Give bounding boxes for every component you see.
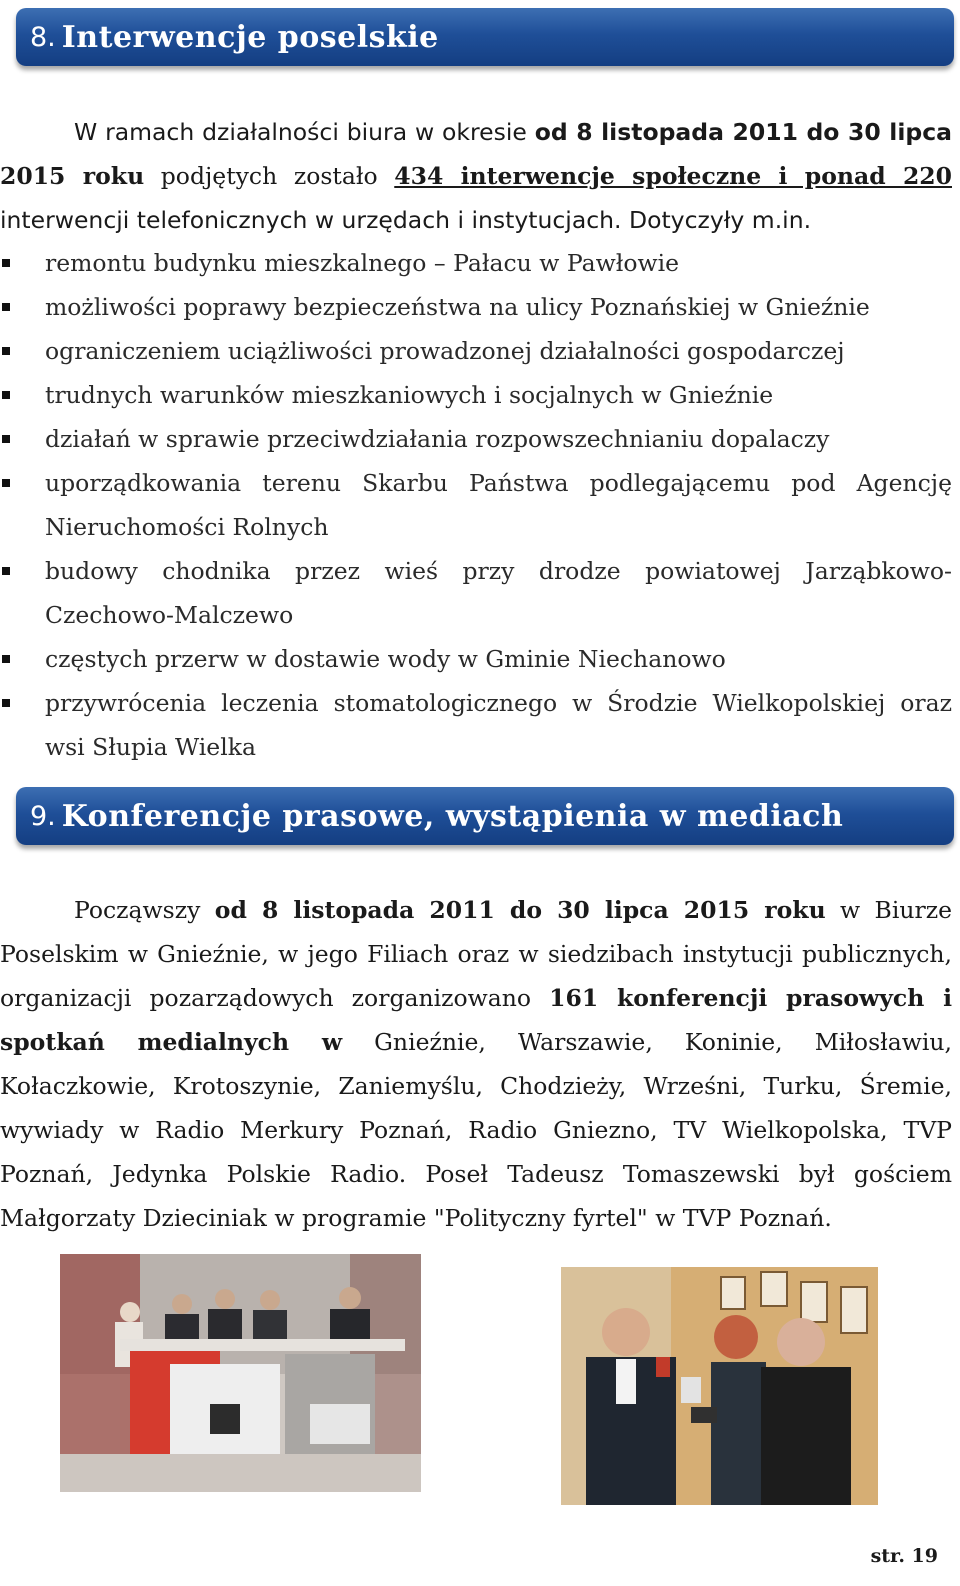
- list-item: [0, 549, 952, 637]
- intro-count: 434 interwencje społeczne i ponad 220: [394, 162, 952, 190]
- body-period: od 8 listopada 2011 do 30 lipca 2015 roku: [214, 896, 826, 924]
- list-item-text: remontu budynku mieszkalnego – Pałacu w Pawłowie: [45, 249, 680, 277]
- body-text: Począwszy: [74, 896, 215, 924]
- list-item: [0, 417, 952, 461]
- bullet-icon: [2, 329, 10, 373]
- section-9-title: Konferencje prasowe, wystąpienia w mediach: [61, 798, 844, 834]
- interventions-list: [0, 241, 952, 769]
- section-9-body: [0, 888, 952, 1240]
- list-item: [0, 637, 952, 681]
- body-text-2: w Biurze Poselskim w Gnieźnie, w jego Filiach oraz w siedzibach instytucji publicznych, organizacji pozarządowych zorganizowano: [0, 896, 952, 1012]
- tv-studio-photo: [60, 1254, 421, 1492]
- bullet-icon: [2, 373, 10, 417]
- bullet-icon: [2, 461, 10, 505]
- list-item-text: ograniczeniem uciążliwości prowadzonej działalności gospodarczej: [45, 337, 845, 365]
- list-item: [0, 285, 952, 329]
- section-9-header: [16, 787, 954, 845]
- list-item-text: przywrócenia leczenia stomatologicznego w Środzie Wielkopolskiej oraz wsi Słupia Wielka: [45, 689, 952, 761]
- list-item-text: uporządkowania terenu Skarbu Państwa podlegającemu pod Agencję Nieruchomości Rolnych: [45, 469, 952, 541]
- section-9-number: 9.: [30, 800, 56, 832]
- list-item-text: częstych przerw w dostawie wody w Gminie Niechanowo: [45, 645, 726, 673]
- section-8-header: [16, 8, 954, 66]
- bullet-icon: [2, 417, 10, 461]
- section-8-intro: [0, 110, 952, 242]
- section-8-title: Interwencje poselskie: [61, 19, 439, 55]
- bullet-icon: [2, 285, 10, 329]
- intro-text-2: podjętych zostało: [144, 162, 395, 190]
- bullet-icon: [2, 549, 10, 593]
- list-item: [0, 461, 952, 549]
- intro-text: W ramach działalności biura w okresie: [74, 118, 535, 146]
- list-item: [0, 241, 952, 285]
- list-item-text: budowy chodnika przez wieś przy drodze powiatowej Jarząbkowo-Czechowo-Malczewo: [45, 557, 952, 629]
- list-item: [0, 681, 952, 769]
- list-item: [0, 329, 952, 373]
- list-item-text: możliwości poprawy bezpieczeństwa na ulicy Poznańskiej w Gnieźnie: [45, 293, 870, 321]
- body-count: 161 konferencji prasowych i spotkań medialnych w: [0, 984, 952, 1056]
- press-interview-photo: [561, 1267, 878, 1505]
- intro-text-3: interwencji telefonicznych w urzędach i instytucjach. Dotyczyły m.in.: [0, 206, 812, 234]
- intro-year: 2015 roku: [0, 162, 145, 190]
- page-number: str. 19: [870, 1545, 938, 1567]
- list-item-text: działań w sprawie przeciwdziałania rozpowszechnianiu dopalaczy: [45, 425, 830, 453]
- intro-period: od 8 listopada 2011 do 30 lipca: [534, 118, 952, 146]
- bullet-icon: [2, 637, 10, 681]
- section-8-number: 8.: [30, 21, 56, 53]
- bullet-icon: [2, 241, 10, 285]
- list-item-text: trudnych warunków mieszkaniowych i socjalnych w Gnieźnie: [45, 381, 774, 409]
- body-text-3: Gnieźnie, Warszawie, Koninie, Miłosławiu, Kołaczkowie, Krotoszynie, Zaniemyślu, Chodzieży, Wrześni, Turku, Śremie, wywiady w Radio Merkury Poznań, Radio Gniezno, TV Wielkopolska, TVP Poznań, Jedynka Polskie Radio. Poseł Tadeusz Tomaszewski był gościem Małgorzaty Dzieciniak w programie "Polityczny fyrtel" w TVP Poznań.: [0, 1028, 952, 1232]
- list-item: [0, 373, 952, 417]
- bullet-icon: [2, 681, 10, 725]
